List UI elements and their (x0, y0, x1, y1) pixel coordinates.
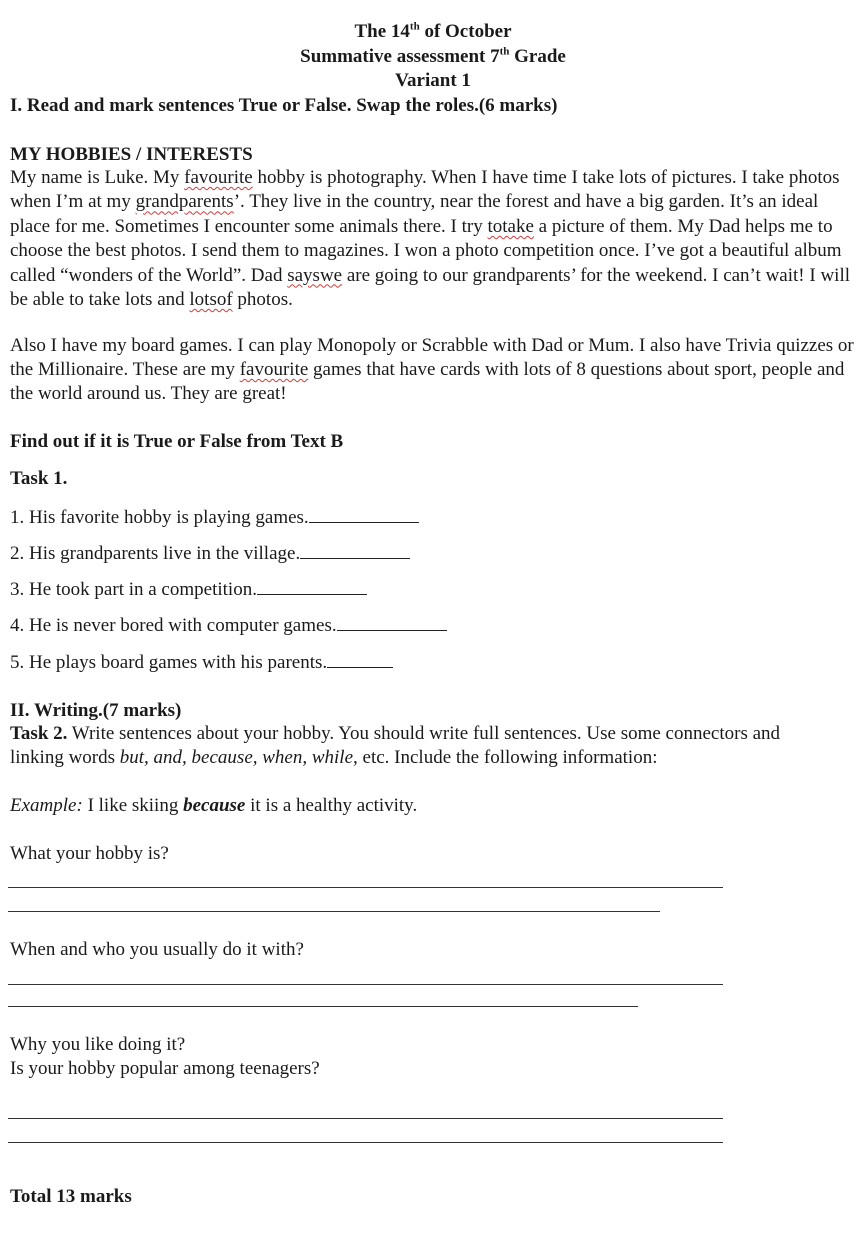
answer-line-4[interactable] (8, 1006, 638, 1007)
text-title: MY HOBBIES / INTERESTS (10, 144, 253, 165)
answer-line-3[interactable] (8, 984, 723, 985)
question-popular: Is your hobby popular among teenagers? (10, 1058, 320, 1079)
answer-line-5[interactable] (8, 1118, 723, 1119)
answer-line-1[interactable] (8, 887, 723, 888)
variant-title: Variant 1 (395, 70, 471, 91)
statement-1: 1. His favorite hobby is playing games. (10, 504, 419, 530)
statement-3: 3. He took part in a competition. (10, 576, 367, 602)
answer-line-2[interactable] (8, 911, 660, 912)
statement-5: 5. He plays board games with his parents. (10, 649, 393, 675)
task2-instructions: Task 2. Write sentences about your hobby. You should write full sentences. Use some connectors and linking words but, and, because, when, while, etc. Include the following information: (10, 723, 781, 768)
date-title: The 14th of October (354, 20, 512, 42)
question-hobby: What your hobby is? (10, 843, 169, 864)
answer-blank-5[interactable] (327, 649, 393, 668)
question-when-who: When and who you usually do it with? (10, 939, 304, 960)
statement-4: 4. He is never bored with computer games. (10, 612, 447, 638)
example-line: Example: I like skiing because it is a healthy activity. (10, 795, 418, 816)
statement-2: 2. His grandparents live in the village. (10, 540, 410, 566)
section2-heading: II. Writing.(7 marks) (10, 700, 182, 721)
section1-instruction: I. Read and mark sentences True or False. Swap the roles.(6 marks) (10, 95, 558, 116)
total-marks: Total 13 marks (10, 1186, 132, 1207)
reading-paragraph-2: Also I have my board games. I can play Monopoly or Scrabble with Dad or Mum. I also have Trivia quizzes or the Millionaire. These are my favourite games that have cards with lots of 8 questions about sport, people and the world around us. They are great! (10, 335, 854, 404)
assessment-title: Summative assessment 7th Grade (300, 45, 566, 67)
reading-paragraph-1: My name is Luke. My favourite hobby is photography. When I have time I take lots of pictures. I take photos when I’m at my grandparents’. They live in the country, near the forest and have a big garden. It’s an ideal place for me. Sometimes I encounter some animals there. I try totake a picture of them. My Dad helps me to choose the best photos. I send them to magazines. I won a photo competition once. I’ve got a beautiful album called “wonders of the World”. Dad sayswe are going to our grandparents’ for the weekend. I can’t wait! I will be able to take lots and lotsof photos. (10, 167, 850, 311)
question-why: Why you like doing it? (10, 1034, 186, 1055)
answer-line-6[interactable] (8, 1142, 723, 1143)
answer-blank-4[interactable] (337, 612, 447, 631)
answer-blank-3[interactable] (257, 576, 367, 595)
answer-blank-1[interactable] (309, 504, 419, 523)
answer-blank-2[interactable] (300, 540, 410, 559)
task1-label: Task 1. (10, 468, 68, 489)
find-out-heading: Find out if it is True or False from Text B (10, 431, 344, 452)
